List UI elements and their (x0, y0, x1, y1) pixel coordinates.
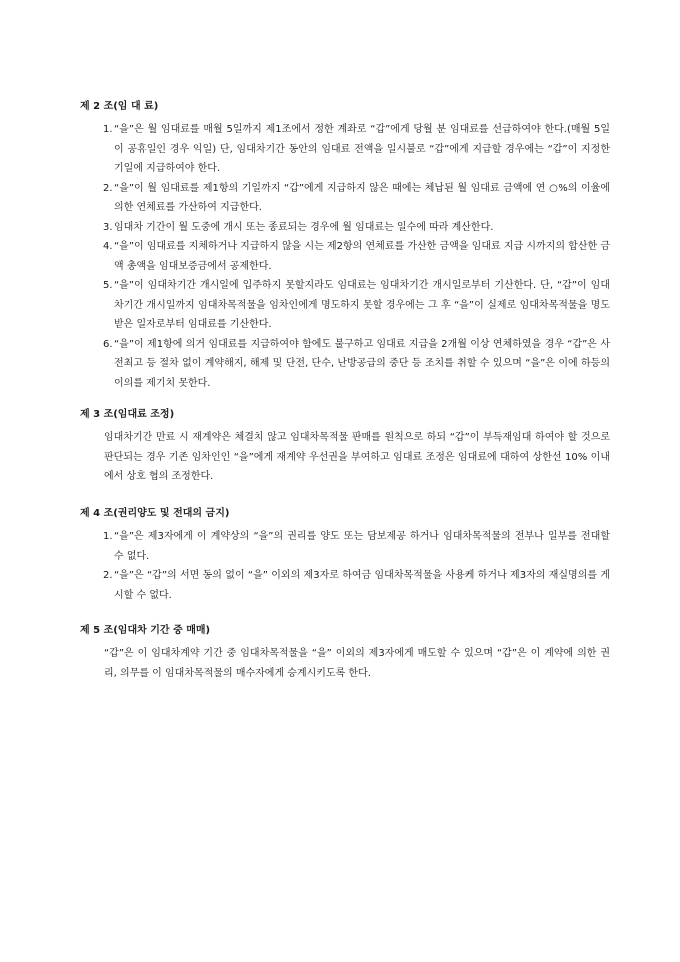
clause-item (80, 120, 610, 179)
clause-list (80, 527, 610, 605)
clause-number: 3. (103, 221, 113, 233)
clause-text: “을”이 임대료를 지체하거나 지급하지 않을 시는 제2항의 연체료를 가산한 금액을 임대료 지급 시까지의 합산한 금액 총액을 임대보증금에서 공제한다. (114, 241, 610, 272)
article-heading: 제 2 조(임 대 료) (80, 101, 159, 112)
clause-text: “을”이 임대차기간 개시일에 입주하지 못할지라도 임대료는 임대차기간 개시일로부터 기산한다. 단, “갑”이 임대차기간 개시일까지 임대차목적물을 임차인에게 명도하지 못할 경우에는 그 후 “을”이 실제로 임대차목적물을 명도 받은 일자로부터 임대료를 기산한다. (114, 280, 610, 330)
article-heading: 제 5 조(임대차 기간 중 매매) (80, 625, 211, 636)
article-5-sale-during-lease (80, 624, 610, 683)
clause-number: 1. (103, 531, 113, 542)
article-heading: 제 4 조(권리양도 및 전대의 금지) (80, 508, 230, 519)
clause-item (80, 237, 610, 276)
article-3-rent-adjustment (80, 408, 610, 487)
article-4-assignment-prohibition (80, 507, 610, 605)
clause-text: 임대차 기간이 월 도중에 개시 또는 종료되는 경우에 월 임대료는 일수에 따라 계산한다. (114, 221, 494, 233)
clause-number: 1. (103, 124, 113, 135)
article-paragraph: 임대차기간 만료 시 재계약은 체결치 않고 임대차목적물 판매를 원칙으로 하되 “갑”이 부득재임대 하여야 할 것으로 판단되는 경우 기존 임차인인 “을”에게 재계약 우선권을 부여하고 임대료 조정은 임대료에 대하여 상한선 10% 이내에서 상호 협의 조정한다. (104, 432, 610, 482)
clause-number: 6. (103, 338, 113, 350)
clause-text: “을”은 월 임대료를 매월 5일까지 제1조에서 정한 계좌로 “갑”에게 당월 분 임대료를 선급하여야 한다.(매월 5일이 공휴일인 경우 익일) 단, 임대차기간 동안의 임대료 전액을 일시불로 “갑”에게 지급할 경우에는 “갑”이 지정한 기일에 지급하여야 한다. (114, 124, 610, 174)
clause-number: 4. (103, 241, 113, 252)
clause-item (80, 276, 610, 335)
clause-number: 2. (103, 182, 113, 194)
clause-item (80, 218, 610, 238)
article-heading: 제 3 조(임대료 조정) (80, 409, 175, 420)
clause-number: 2. (103, 570, 113, 581)
clause-list (80, 120, 610, 393)
clause-text: “을”이 월 임대료를 제1항의 기일까지 “갑”에게 지급하지 않은 때에는 체납된 월 임대료 금액에 연 ○%의 이율에 의한 연체료를 가산하여 지급한다. (114, 182, 610, 213)
clause-text: “을”이 제1항에 의거 임대료를 지급하여야 함에도 불구하고 임대료 지급을 2개월 이상 연체하였을 경우 “갑”은 사전최고 등 절차 없이 계약해지, 해제 및 단전, 단수, 난방공급의 중단 등 조치를 취할 수 있으며 “을”은 이에 하등의 이의를 제기치 못한다. (114, 338, 610, 389)
clause-item (80, 527, 610, 566)
clause-text: “을”은 제3자에게 이 계약상의 “을”의 권리를 양도 또는 담보제공 하거나 임대차목적물의 전부나 일부를 전대할 수 없다. (114, 531, 610, 562)
article-paragraph: “갑”은 이 임대차계약 기간 중 임대차목적물을 “을” 이외의 제3자에게 매도할 수 있으며 “갑”은 이 계약에 의한 권리, 의무를 이 임대차목적물의 매수자에게 승계시키도록 한다. (104, 648, 610, 679)
clause-text: “을”은 “갑”의 서면 동의 없이 “을” 이외의 제3자로 하여금 임대차목적물을 사용케 하거나 제3자의 재실명의를 게시할 수 없다. (114, 570, 610, 601)
clause-number: 5. (103, 280, 113, 291)
article-2-rent (80, 100, 610, 393)
clause-item (80, 179, 610, 218)
clause-item (80, 335, 610, 394)
clause-item (80, 566, 610, 605)
